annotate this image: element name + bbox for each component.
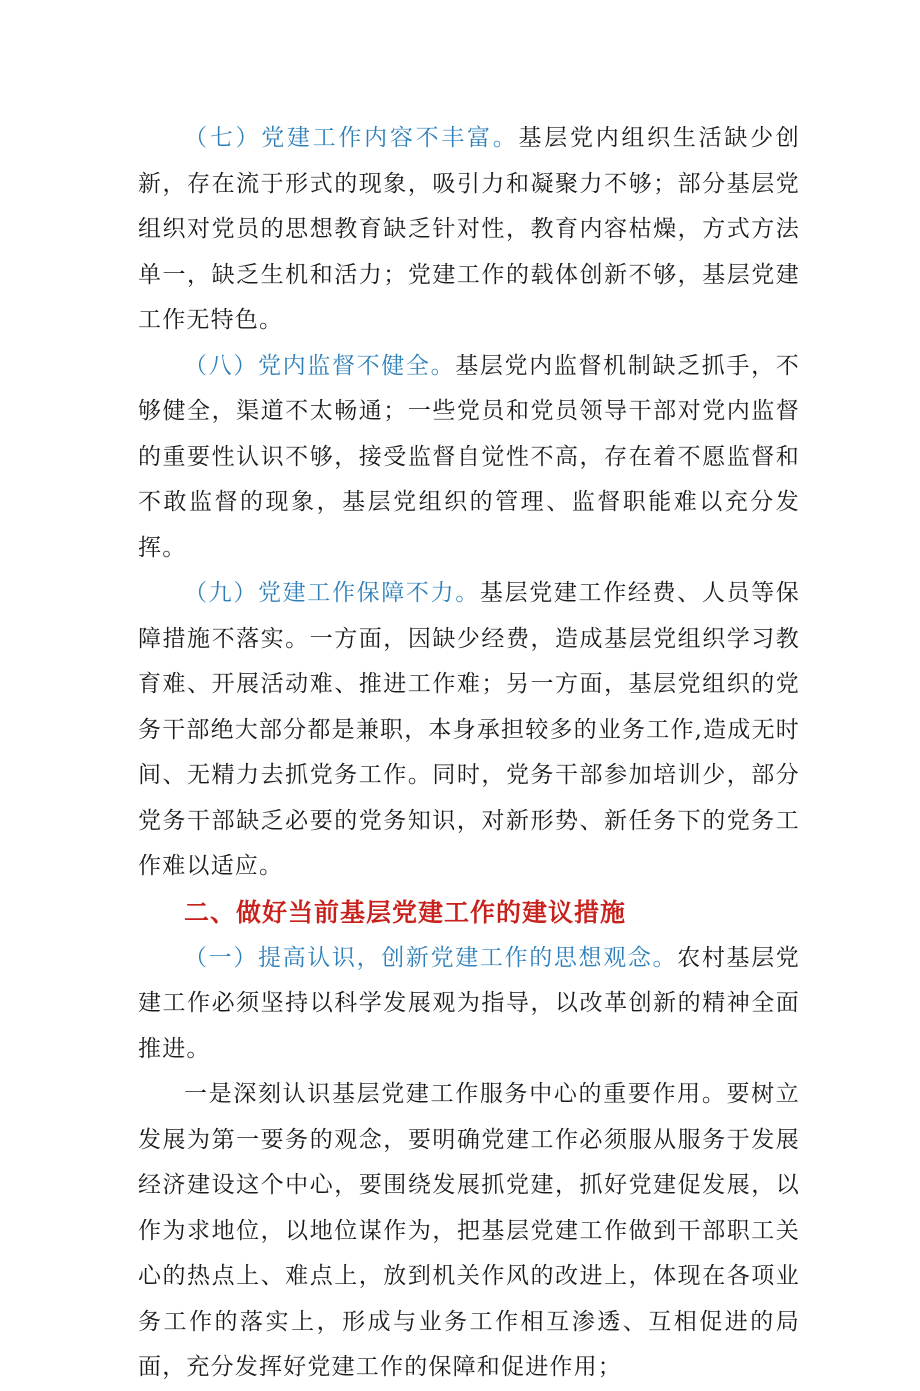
paragraph-8 [138,344,800,572]
paragraph-9 [138,571,800,890]
section-paragraph-2-body: 一是深刻认识基层党建工作服务中心的重要作用。要树立发展为第一要务的观念，要明确党建工作必须服从服务于发展经济建设这个中心，要围绕发展抓党建，抓好党建促发展，以作为求地位，以地位谋作为，把基层党建工作做到干部职工关心的热点上、难点上，放到机关作风的改进上，体现在各项业务工作的落实上，形成与业务工作相互渗透、互相促进的局面，充分发挥好党建工作的保障和促进作用； [138,1081,800,1380]
section-paragraph-2 [138,1072,800,1391]
paragraph-9-heading: （九）党建工作保障不力。 [184,580,480,606]
paragraph-7-body: 基层党内组织生活缺少创新，存在流于形式的现象，吸引力和凝聚力不够；部分基层党组织对党员的思想教育缺乏针对性，教育内容枯燥，方式方法单一，缺乏生机和活力；党建工作的载体创新不够，基层党建工作无特色。 [138,125,800,333]
paragraph-7-heading: （七）党建工作内容不丰富。 [184,125,519,151]
paragraph-8-body: 基层党内监督机制缺乏抓手，不够健全，渠道不太畅通；一些党员和党员领导干部对党内监督的重要性认识不够，接受监督自觉性不高，存在着不愿监督和不敢监督的现象，基层党组织的管理、监督职能难以充分发挥。 [138,352,800,561]
section-paragraph-1 [138,936,800,1073]
paragraph-8-heading: （八）党内监督不健全。 [184,352,456,379]
paragraph-9-body: 基层党建工作经费、人员等保障措施不落实。一方面，因缺少经费，造成基层党组织学习教育难、开展活动难、推进工作难；另一方面，基层党组织的党务干部绝大部分都是兼职，本身承担较多的业务工作,造成无时间、无精力去抓党务工作。同时，党务干部参加培训少，部分党务干部缺乏必要的党务知识，对新形势、新任务下的党务工作难以适应。 [138,580,800,879]
section-paragraph-1-body: 农村基层党建工作必须坚持以科学发展观为指导，以改革创新的精神全面推进。 [138,944,801,1062]
section-title: 二、做好当前基层党建工作的建议措施 [184,897,627,927]
section-paragraph-1-heading: （一）提高认识，创新党建工作的思想观念。 [184,944,678,971]
paragraph-7 [138,116,800,344]
